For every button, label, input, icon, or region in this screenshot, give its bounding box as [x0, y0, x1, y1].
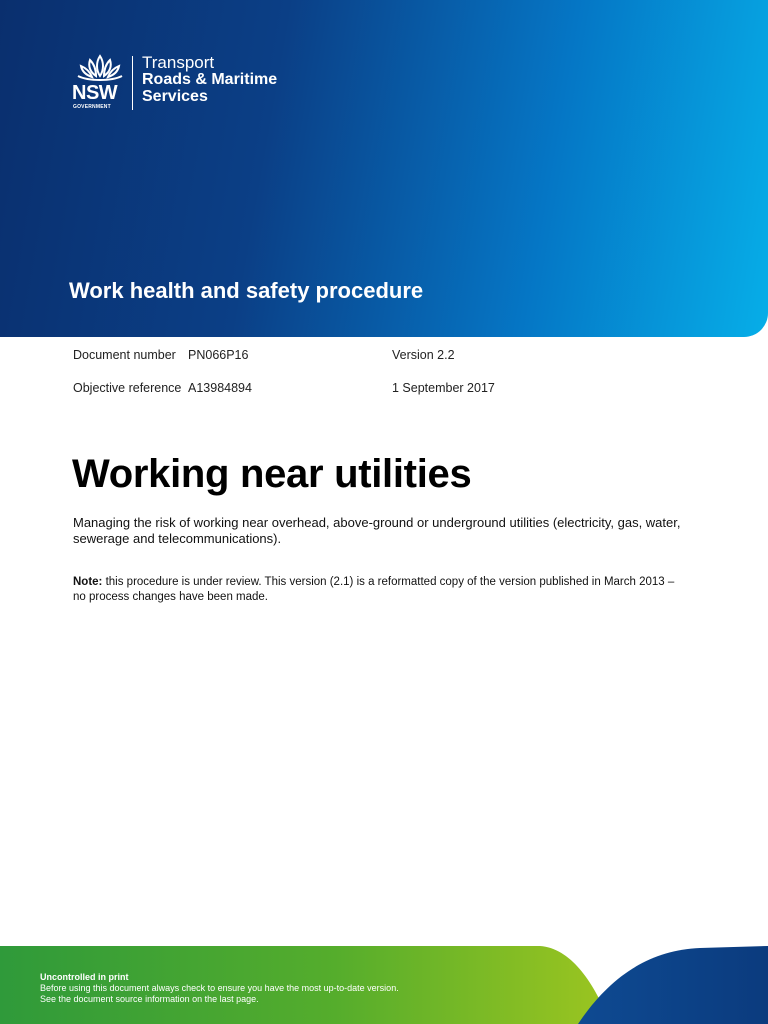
note-label: Note: — [73, 576, 103, 588]
version-text: Version 2.2 — [392, 348, 455, 362]
objective-reference-label: Objective reference — [73, 381, 182, 395]
footer-line-2: See the document source information on the last page. — [40, 994, 259, 1004]
metadata-row-document-number — [73, 348, 553, 381]
footer-heading: Uncontrolled in print — [40, 972, 129, 982]
logo-divider — [132, 56, 133, 110]
document-number-label: Document number — [73, 348, 176, 362]
document-number-value: PN066P16 — [188, 348, 249, 362]
review-note — [73, 575, 683, 605]
footer-line-1: Before using this document always check to ensure you have the most up-to-date version. — [40, 983, 399, 993]
agency-line-2: Roads & Maritime — [142, 71, 278, 88]
objective-reference-value: A13984894 — [188, 381, 252, 395]
document-title: Working near utilities — [72, 452, 472, 496]
agency-line-1: Transport — [142, 53, 215, 72]
document-metadata — [73, 348, 553, 414]
document-summary: Managing the risk of working near overhead, above-ground or underground utilities (electricity, gas, water, sewerage and telecommunications). — [73, 515, 681, 546]
note-text: this procedure is under review. This version (2.1) is a reformatted copy of the version published in March 2013 – no process changes have been made. — [73, 576, 675, 603]
document-type: Work health and safety procedure — [69, 278, 424, 303]
header-banner — [0, 0, 768, 337]
publication-date: 1 September 2017 — [392, 381, 495, 395]
waratah-icon — [72, 52, 128, 84]
agency-name — [142, 54, 277, 105]
footer-disclaimer — [40, 972, 399, 1005]
agency-line-3: Services — [142, 88, 208, 105]
nsw-wordmark: NSW — [72, 82, 118, 104]
government-wordmark: GOVERNMENT — [73, 104, 111, 110]
nsw-rms-logo — [72, 52, 312, 122]
metadata-row-objective-reference — [73, 381, 553, 414]
